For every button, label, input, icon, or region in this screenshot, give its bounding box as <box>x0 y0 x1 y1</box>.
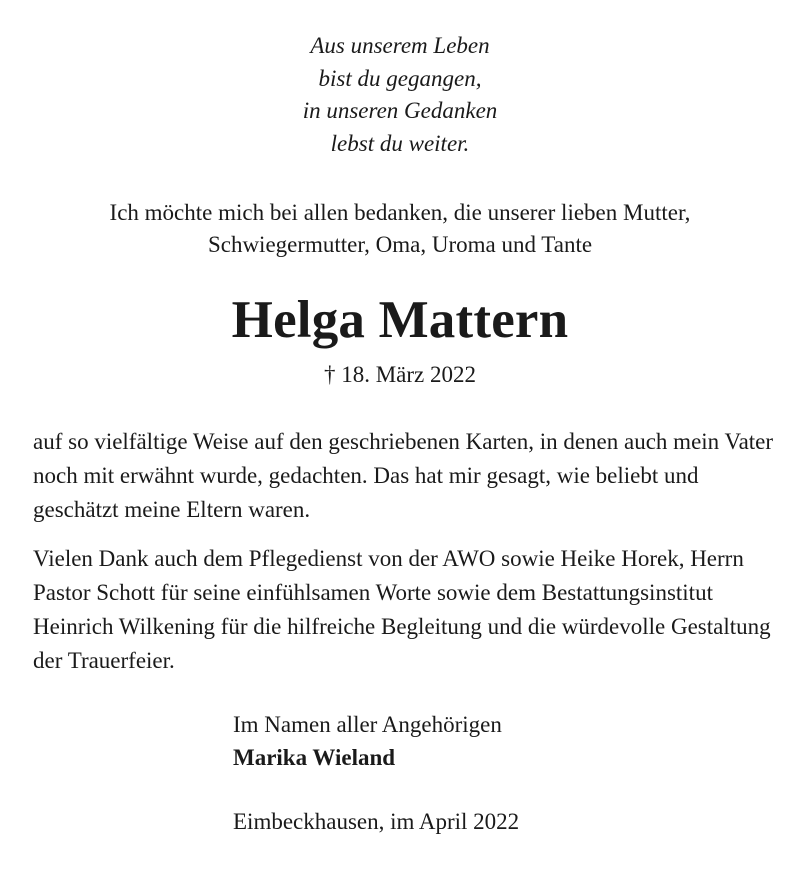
intro-line: Schwiegermutter, Oma, Uroma und Tante <box>207 232 593 257</box>
intro-line: Ich möchte mich bei allen bedanken, die unserer lieben Mutter, <box>109 200 691 225</box>
poem-line: in unseren Gedanken <box>302 98 498 123</box>
place-date: Eimbeckhausen, im April 2022 <box>233 809 520 834</box>
poem-line: bist du gegangen, <box>318 65 482 91</box>
poem-line: lebst du weiter. <box>330 130 470 156</box>
signature-line: Im Namen aller Angehörigen <box>233 712 502 737</box>
thanks-intro <box>0 197 800 261</box>
signature-block <box>233 708 502 774</box>
memorial-poem <box>0 30 800 160</box>
death-date: † 18. März 2022 <box>323 362 477 387</box>
body-paragraph-1: auf so vielfältige Weise auf den geschriebenen Karten, in denen auch mein Vater noch mit erwähnt wurde, gedachten. Das hat mir gesagt, wie beliebt und geschätzt meine Eltern waren. <box>33 429 774 522</box>
poem-line: Aus unserem Leben <box>310 33 490 58</box>
body-paragraph-2: Vielen Dank auch dem Pflegedienst von der AWO sowie Heike Horek, Herrn Pastor Schott für seine einfühlsamen Worte sowie dem Bestattungsinstitut Heinrich Wilkening für die hilfreiche Begleitung und die würdevolle Gestaltung der Trauerfeier. <box>33 546 771 673</box>
signer-name: Marika Wieland <box>233 745 396 770</box>
deceased-name: Helga Mattern <box>231 291 569 349</box>
